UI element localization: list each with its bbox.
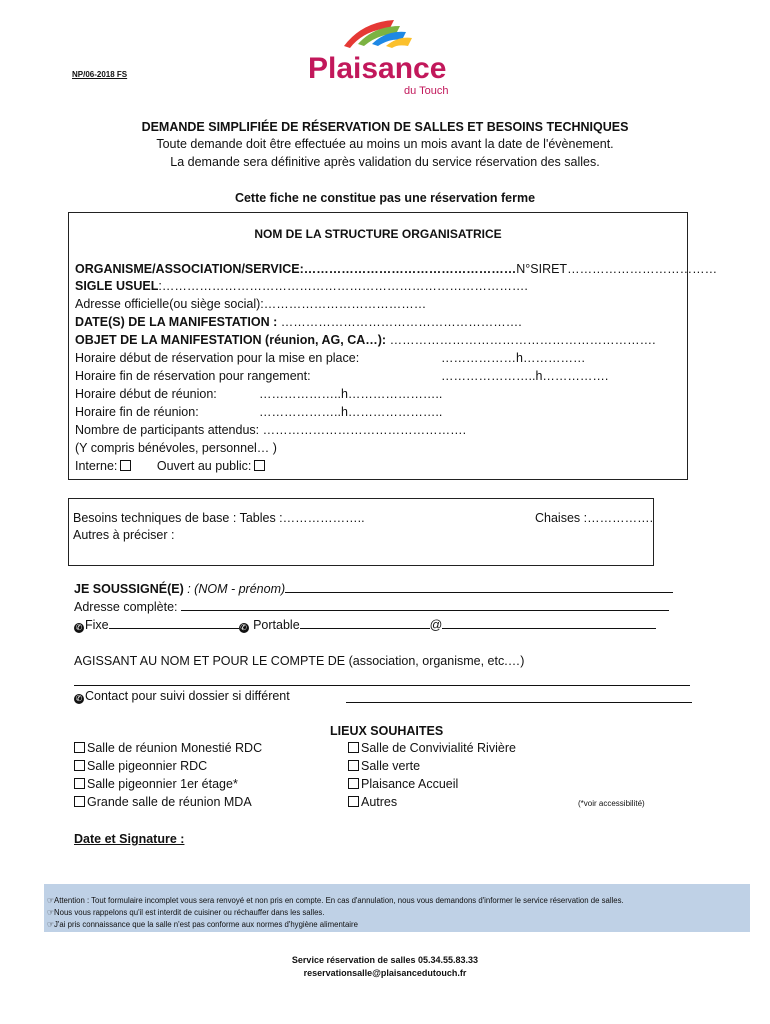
chaises-field[interactable]: Chaises :……………. — [535, 511, 654, 525]
horaire-debut-mise-field[interactable]: Horaire début de réservation pour la mise en place: — [75, 351, 360, 365]
document-reference: NP/06-2018 FS — [72, 70, 128, 79]
adresse-complete-field[interactable]: Adresse complète: — [74, 599, 669, 614]
form-title: DEMANDE SIMPLIFIÉE DE RÉSERVATION DE SALLES ET BESOINS TECHNIQUES — [141, 120, 629, 134]
phone-icon: ✆ — [240, 623, 247, 632]
lieu-option[interactable]: Grande salle de réunion MDA — [74, 795, 252, 809]
attention-line-2: ☞Nous vous rappelons qu'il est interdit de cuisiner ou réchauffer dans les salles. — [47, 908, 325, 917]
phone-icon: ✆ — [75, 694, 83, 703]
agissant-field[interactable]: AGISSANT AU NOM ET POUR LE COMPTE DE (association, organisme, etc.…) — [74, 654, 525, 668]
visibility-options — [75, 459, 267, 473]
contact-field[interactable]: ✆ Contact pour suivi dossier si différent — [75, 689, 290, 703]
lieux-heading: LIEUX SOUHAITES — [330, 724, 444, 738]
tables-field[interactable]: Besoins techniques de base : Tables :……………….. — [73, 511, 365, 525]
objet-field[interactable]: OBJET DE LA MANIFESTATION (réunion, AG, CA…): ………………………………………………………. — [75, 333, 656, 347]
horaire-fin-rangement-field[interactable]: Horaire fin de réservation pour rangement: — [75, 369, 311, 383]
horaire-debut-mise-value[interactable]: ………………h…………… — [441, 351, 586, 365]
plaisance-logo — [302, 16, 472, 100]
public-checkbox[interactable] — [254, 460, 265, 471]
accessibility-note: (*voir accessibilité) — [578, 799, 645, 808]
horaire-fin-reunion-value[interactable]: ………………..h………………….. — [259, 405, 443, 419]
interne-label: Interne: — [75, 459, 118, 473]
agissant-line — [74, 685, 690, 686]
lieu-option[interactable]: Autres — [348, 795, 397, 809]
attention-line-1: ☞Attention : Tout formulaire incomplet vous sera renvoyé et non pris en compte. En cas d'annulation, nous vous demandons d'informer le service réservation de salles. — [47, 896, 624, 905]
footer-email[interactable]: reservationsalle@plaisancedutouch.fr — [303, 968, 467, 978]
attention-line-3: ☞J'ai pris connaissance que la salle n'est pas conforme aux normes d'hygiène alimentaire — [47, 920, 358, 929]
soussigne-field[interactable]: JE SOUSSIGNÉ(E) : (NOM - prénom) — [74, 581, 673, 596]
dates-field[interactable]: DATE(S) DE LA MANIFESTATION : …………………………………………………. — [75, 315, 522, 329]
horaire-fin-reunion-field[interactable]: Horaire fin de réunion: — [75, 405, 199, 419]
notice: Cette fiche ne constitue pas une réservation ferme — [234, 191, 536, 205]
lieu-option[interactable]: Salle pigeonnier 1er étage* — [74, 777, 238, 791]
structure-section — [68, 212, 718, 480]
attention-box — [44, 884, 750, 932]
lieu-option[interactable]: Salle verte — [348, 759, 420, 773]
contact-line — [346, 702, 692, 703]
signature-label[interactable]: Date et Signature : — [74, 832, 185, 846]
horaire-debut-reunion-field[interactable]: Horaire début de réunion: — [75, 387, 217, 401]
svg-text:du Touch: du Touch — [404, 85, 449, 97]
horaire-fin-rangement-value[interactable]: …………………..h……………. — [441, 369, 609, 383]
intro-line-1: Toute demande doit être effectuée au moins un mois avant la date de l'évènement. — [156, 137, 614, 151]
footer-service: Service réservation de salles 05.34.55.83.33 — [291, 955, 479, 965]
phone-icon: ✆ — [75, 623, 83, 632]
interne-checkbox[interactable] — [120, 460, 131, 471]
structure-heading: NOM DE LA STRUCTURE ORGANISATRICE — [254, 227, 502, 241]
public-label: Ouvert au public: — [156, 459, 252, 473]
besoins-section — [68, 498, 654, 566]
intro-line-2: La demande sera définitive après validation du service réservation des salles. — [170, 155, 600, 169]
lieu-option[interactable]: Plaisance Accueil — [348, 777, 458, 791]
autres-besoins-field[interactable]: Autres à préciser : — [73, 528, 175, 542]
lieu-option[interactable]: Salle de réunion Monestié RDC — [74, 741, 262, 755]
sigle-field[interactable]: SIGLE USUEL:……………………………………………………………………………. — [75, 279, 528, 293]
lieu-option[interactable]: Salle de Convivialité Rivière — [348, 741, 516, 755]
adresse-officielle-field[interactable]: Adresse officielle(ou siège social):………………………………… — [75, 297, 427, 311]
svg-text:Plaisance: Plaisance — [308, 52, 447, 85]
participants-field[interactable]: Nombre de participants attendus: …………………………………………. — [75, 423, 467, 437]
phone-fields[interactable]: ✆ Fixe ✆ Portable @ — [74, 617, 656, 633]
horaire-debut-reunion-value[interactable]: ………………..h………………….. — [259, 387, 443, 401]
participants-note: (Y compris bénévoles, personnel… ) — [75, 441, 277, 455]
logo-graphic — [302, 16, 472, 100]
organisme-field[interactable]: ORGANISME/ASSOCIATION/SERVICE:……………………………………………N°SIRET……………………………… — [75, 262, 718, 276]
lieu-option[interactable]: Salle pigeonnier RDC — [74, 759, 207, 773]
